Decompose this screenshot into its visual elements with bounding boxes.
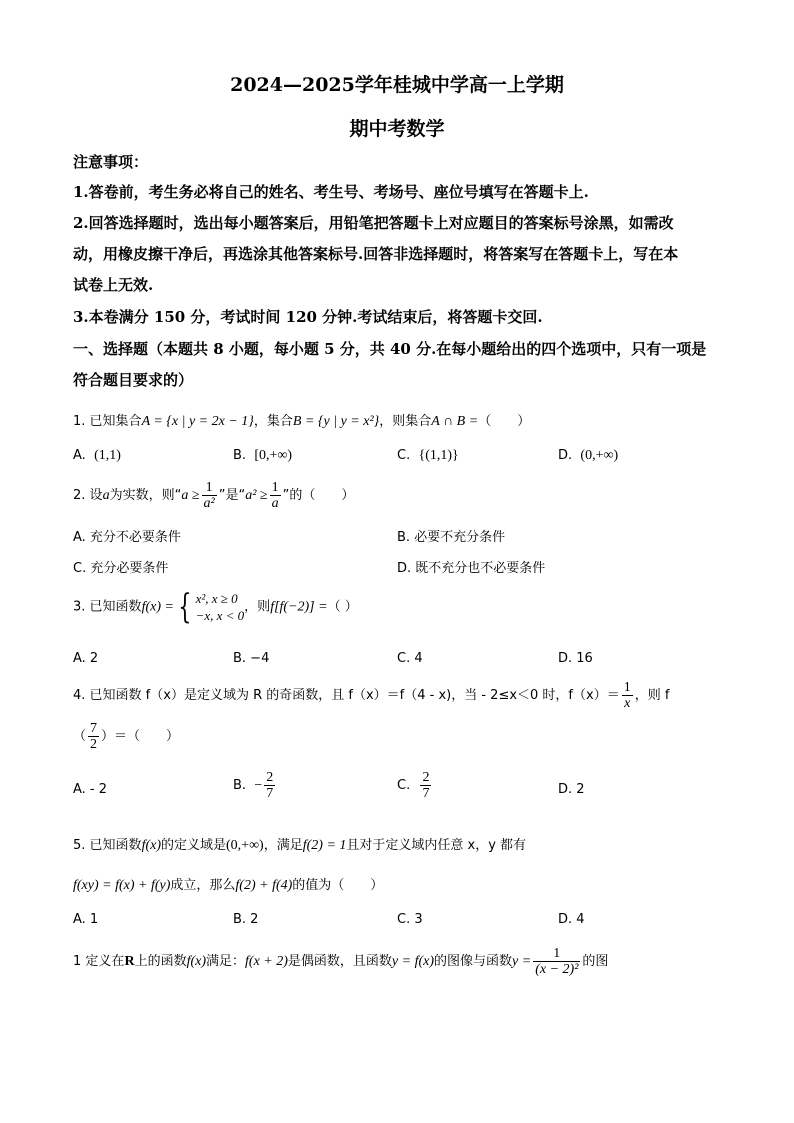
option-c[interactable]: C. 4 [397,651,423,666]
piecewise-cases: x², x ≥ 0 −x, x < 0 [195,591,245,623]
set-b: B = {y | y = x²} [292,414,380,429]
notice-item-2-line-1: 2.回答选择题时，选出每小题答案后，用铅笔把答题卡上对应题目的答案标号涂黑，如需改 [73,214,674,232]
question-4: 4. 已知函数 f（x）是定义域为 R 的奇函数，且 f（x）＝f（4 - x)，当 - 2≤x＜0 时，f（x）＝ $\frac{1}{x}$ ，则 f [73,680,670,711]
option-c[interactable]: C. {(1,1)} [397,448,459,463]
question-2: 2. 设a为实数，则“a ≥ $\frac{1}{\text{a²}}$ ”是“a² ≥ $\frac{1}{a}$ ”的（ ） [73,480,355,511]
notice-item-2-line-2: 动，用橡皮擦干净后，再选涂其他答案标号.回答非选择题时，将答案写在答题卡上，写在本 [73,245,679,263]
left-brace: { [178,587,192,627]
notice-item-3: 3.本卷满分 150 分，考试时间 120 分钟.考试结束后，将答题卡交回. [73,308,543,326]
notice-heading: 注意事项： [73,153,149,171]
option-b[interactable]: B. −4 [233,651,270,666]
option-d[interactable]: D. 16 [558,651,593,666]
notice-item-1: 1.答卷前，考生务必将自己的姓名、考生号、考场号、座位号填写在答题卡上. [73,183,589,201]
fraction: $\frac{1}{a}$ [271,480,279,511]
option-b[interactable]: B. 2 [233,912,259,927]
option-d[interactable]: D. 既不充分也不必要条件 [397,561,546,576]
option-b[interactable]: B. − $\frac{2}{7}$ [233,770,274,801]
option-a[interactable]: A. 2 [73,651,99,666]
option-b[interactable]: B. [0,+∞) [233,448,293,463]
page-title: 2024—2025学年桂城中学高一上学期 [230,74,564,96]
section-heading-line-1: 一、选择题（本题共 8 小题，每小题 5 分，共 40 分.在每小题给出的四个选项中，只有一项是 [73,340,707,358]
question-number: 4. [73,688,86,703]
fraction: $\frac{1}{\text{a²}}$ [203,480,215,511]
option-d[interactable]: D. 4 [558,912,585,927]
option-a[interactable]: A. (1,1) [73,448,121,463]
fraction: $\frac{1}{\text{(x − 2)²}}$ [535,946,579,977]
option-d[interactable]: D. 2 [558,782,585,797]
question-number: 2. [73,488,86,503]
question-number: 1 [73,954,82,969]
option-a[interactable]: A. - 2 [73,782,108,797]
question-5-line-2: f(xy) = f(x) + f(y)成立，那么f(2) + f(4)的值为（ ） [73,878,384,893]
option-d[interactable]: D. (0,+∞) [558,448,619,463]
fraction: $\frac{1}{x}$ [623,680,631,711]
option-c[interactable]: C. 充分必要条件 [73,561,169,576]
question-number: 5. [73,838,86,853]
option-c[interactable]: C. $\frac{2}{7}$ [397,770,430,801]
question-5: 5. 已知函数f(x)的定义域是(0,+∞)，满足f(2) = 1且对于定义域内任意 x，y 都有 [73,838,527,853]
option-c[interactable]: C. 3 [397,912,423,927]
set-a: A = {x | y = 2x − 1} [141,414,254,429]
fraction: $\frac{7}{2}$ [90,721,98,752]
question-4-line-2: （ $\frac{7}{2}$ ）＝（ ） [73,721,180,752]
question-1: 1. 已知集合A = {x | y = 2x − 1}，集合B = {y | y = x²}，则集合A ∩ B =（ ） [73,414,531,429]
question-3: 3. 已知函数f(x) = { x², x ≥ 0 −x, x < 0 ，则f[f(−2)] =（ ） [73,587,358,627]
question-number: 3. [73,599,86,615]
question-number: 1. [73,414,86,429]
intersection-expr: A ∩ B = [431,414,479,429]
page-subtitle: 期中考数学 [349,118,445,140]
option-a[interactable]: A. 充分不必要条件 [73,530,181,545]
option-b[interactable]: B. 必要不充分条件 [397,530,506,545]
option-a[interactable]: A. 1 [73,912,99,927]
section-heading-line-2: 符合题目要求的） [73,371,194,389]
notice-item-2-line-3: 试卷上无效. [73,276,154,294]
question-6: 1 定义在R上的函数f(x)满足：f(x + 2)是偶函数，且函数y = f(x)的图像与函数y = $\frac{1}{\text{(x − 2)²}}$ 的图 [73,946,609,977]
